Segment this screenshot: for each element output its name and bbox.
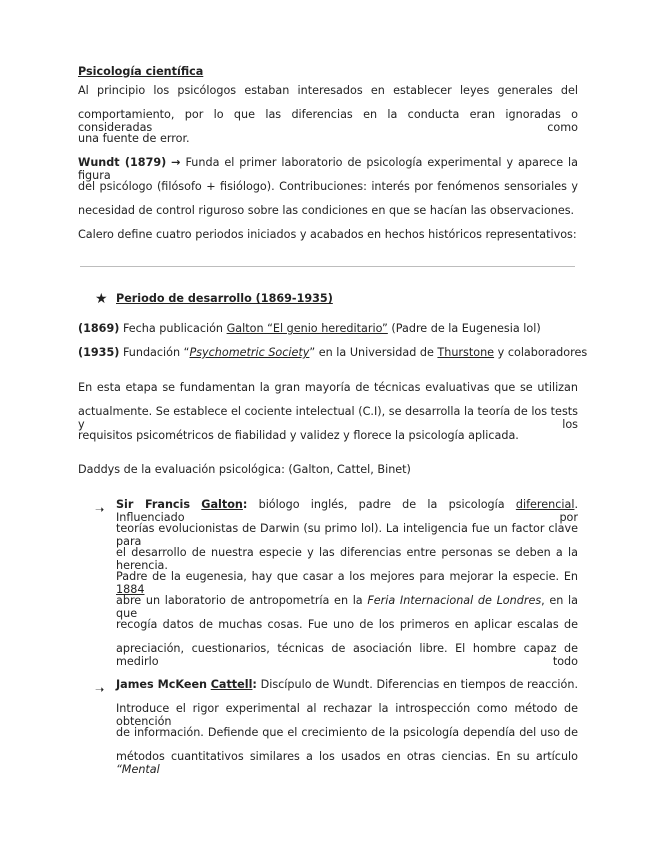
calero-paragraph: [78, 228, 578, 252]
date-text: Fecha publicación: [122, 322, 224, 335]
galton-line-1: [116, 498, 578, 522]
galton-link[interactable]: Galton: [201, 498, 243, 511]
cattell-text: métodos cuantitativos similares a los usados en otras ciencias. En su artículo: [116, 750, 578, 763]
star-icon: ★: [95, 291, 108, 307]
wundt-line-2: del psicólogo (filósofo + fisiólogo). Contribuciones: interés por fenómenos sensoriales y: [78, 180, 578, 193]
intro-line: una fuente de error.: [78, 132, 190, 145]
wundt-label: Wundt (1879): [78, 156, 167, 169]
arrow-bullet-icon: ➝: [95, 503, 105, 516]
colon: :: [252, 678, 257, 691]
date-text: Fundación “: [122, 346, 190, 359]
wundt-text: Funda el primer laboratorio de psicología experimental y aparece la figura: [78, 156, 578, 182]
galton-line-3: el desarrollo de nuestra especie y las diferencias entre personas se deben a la herencia.: [116, 546, 578, 572]
galton-text: , en la que: [116, 594, 579, 620]
galton-line-2: teorías evolucionistas de Darwin (su primo lol). La inteligencia fue un factor clave para: [116, 522, 578, 548]
galton-bullet: [116, 498, 578, 666]
page-title: Psicología científica: [78, 65, 204, 78]
date-text: (Padre de la Eugenesia lol): [391, 322, 541, 335]
daddys-text: Daddys de la evaluación psicológica: (Galton, Cattel, Binet): [78, 463, 411, 476]
galton-text: biólogo inglés, padre de la psicología: [258, 498, 505, 511]
cattell-text: “Mental: [116, 763, 160, 776]
colon: :: [242, 498, 248, 511]
date-year: (1935): [78, 346, 120, 359]
dates-list: [78, 322, 588, 370]
wundt-paragraph: [78, 156, 578, 228]
diferencial-link[interactable]: diferencial: [515, 498, 575, 511]
thurstone-link[interactable]: Thurstone: [437, 346, 495, 359]
cattell-line-1: [116, 678, 578, 702]
galton-line-4: [116, 570, 578, 594]
galton-line-6: recogía datos de muchas cosas. Fue uno de los primeros en aplicar escalas de: [116, 618, 578, 631]
cattell-bullet: [116, 678, 578, 774]
year-1884-link[interactable]: 1884: [116, 583, 145, 596]
date-year: (1869): [78, 322, 120, 335]
arrow-bullet-icon: ➝: [95, 683, 105, 696]
etapa-line: requisitos psicométricos de fiabilidad y validez y florece la psicología aplicada.: [78, 429, 519, 442]
daddys-paragraph: [78, 463, 578, 487]
date-text: ” en la Universidad de: [309, 346, 434, 359]
wundt-line-3: necesidad de control riguroso sobre las condiciones en que se hacían las observaciones.: [78, 204, 575, 217]
psychometric-society-link[interactable]: Psychometric Society: [189, 346, 310, 359]
date-line-1935: [78, 346, 588, 370]
intro-paragraph: [78, 84, 578, 156]
galton-line-7: apreciación, cuestionarios, técnicas de asociación libre. El hombre capaz de medirlo todo: [116, 642, 578, 668]
cattell-name: James McKeen: [116, 678, 208, 691]
arrow-icon: →: [171, 156, 181, 169]
date-line-1869: [78, 322, 578, 346]
galton-text: abre un laboratorio de antropometría en la: [116, 594, 363, 607]
galton-name: Sir Francis: [116, 498, 191, 511]
intro-line: Al principio los psicólogos estaban interesados en establecer leyes generales del: [78, 84, 578, 97]
section-heading: Periodo de desarrollo (1869-1935): [116, 292, 333, 305]
etapa-line: actualmente. Se establece el cociente intelectual (C.I), se desarrolla la teoría de los tests y los: [78, 405, 578, 431]
galton-book-link[interactable]: Galton “El genio hereditario”: [226, 322, 388, 335]
galton-text: Padre de la eugenesia, hay que casar a los mejores para mejorar la especie. En: [116, 570, 578, 583]
wundt-line-1: [78, 156, 578, 180]
galton-text: . Influenciado por: [116, 498, 579, 524]
intro-line: comportamiento, por lo que las diferencias en la conducta eran ignoradas o consideradas como: [78, 108, 578, 134]
cattell-line-4: [116, 750, 578, 774]
cattell-link[interactable]: Cattell: [210, 678, 253, 691]
etapa-paragraph: [78, 381, 578, 453]
calero-text: Calero define cuatro periodos iniciados y acabados en hechos históricos representativos:: [78, 228, 577, 241]
cattell-line-3: de información. Defiende que el crecimiento de la psicología dependía del uso de: [116, 726, 578, 739]
feria-text: Feria Internacional de Londres: [367, 594, 542, 607]
cattell-line-2: Introduce el rigor experimental al rechazar la introspección como método de obtención: [116, 702, 578, 728]
etapa-line: En esta etapa se fundamentan la gran mayoría de técnicas evaluativas que se utilizan: [78, 381, 578, 394]
cattell-text: Discípulo de Wundt. Diferencias en tiempos de reacción.: [260, 678, 578, 691]
date-text: y colaboradores: [497, 346, 588, 359]
galton-line-5: [116, 594, 578, 618]
horizontal-divider: [80, 266, 575, 267]
